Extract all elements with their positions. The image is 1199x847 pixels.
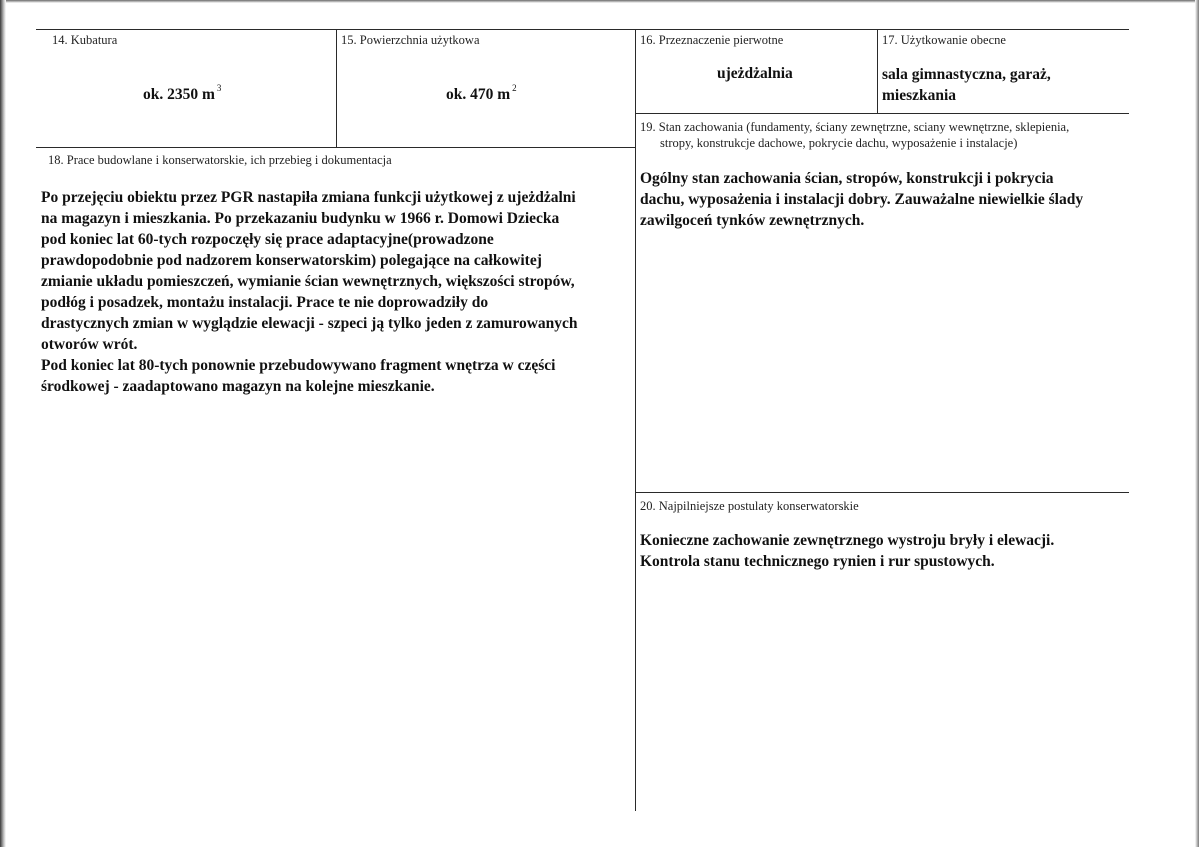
uzytkowanie-value — [882, 64, 1051, 106]
prace-line: na magazyn i mieszkania. Po przekazaniu budynku w 1966 r. Domowi Dziecka — [41, 210, 560, 227]
postulaty-line: Kontrola stanu technicznego rynien i rur spustowych. — [640, 553, 995, 570]
stan-zachowania-label-line: 19. Stan zachowania (fundamenty, ściany zewnętrzne, sciany wewnętrzne, sklepienia, — [640, 120, 1070, 134]
prace-line: zmianie układu pomieszczeń, wymianie ścian wewnętrznych, większości stropów, — [41, 273, 575, 290]
uzytkowanie-line: sala gimnastyczna, garaż, — [882, 66, 1051, 83]
kubatura-value — [143, 80, 221, 105]
prace-line: prawdopodobnie pod nadzorem konserwatorskim) polegające na całkowitej — [41, 252, 542, 269]
postulaty-label: 20. Najpilniejsze postulaty konserwatorskie — [640, 499, 859, 513]
kubatura-value-text: ok. 2350 m — [143, 86, 215, 104]
grid-line-below-16-17 — [636, 113, 1129, 114]
prace-line: otworów wrót. — [41, 336, 138, 353]
powierzchnia-label: 15. Powierzchnia użytkowa — [341, 33, 480, 47]
kubatura-label: 14. Kubatura — [52, 33, 118, 47]
prace-line: pod koniec lat 60-tych rozpoczęły się prace adaptacyjne(prowadzone — [41, 231, 494, 248]
stan-zachowania-label — [640, 119, 1069, 151]
kubatura-unit-exponent: 3 — [216, 83, 222, 93]
prace-line: Pod koniec lat 80-tych ponownie przebudowywano fragment wnętrza w części — [41, 357, 556, 374]
powierzchnia-value — [446, 80, 517, 105]
przeznaczenie-label: 16. Przeznaczenie pierwotne — [640, 33, 784, 47]
grid-line-above-20 — [636, 492, 1129, 493]
powierzchnia-value-text: ok. 470 m — [446, 86, 511, 104]
grid-vertical-14-15 — [336, 29, 337, 148]
postulaty-text — [640, 530, 1054, 572]
scan-edge-left — [0, 0, 6, 847]
grid-top-line — [36, 29, 1129, 30]
uzytkowanie-line: mieszkania — [882, 87, 957, 104]
grid-vertical-center — [635, 29, 636, 811]
prace-text — [41, 187, 578, 397]
przeznaczenie-value: ujeżdżalnia — [717, 65, 793, 82]
prace-line: podłóg i posadzek, montażu instalacji. Prace te nie doprowadziły do — [41, 294, 489, 311]
prace-line: środkowej - zaadaptowano magazyn na kolejne mieszkanie. — [41, 378, 435, 395]
stan-zachowania-line: dachu, wyposażenia i instalacji dobry. Zauważalne niewielkie ślady — [640, 191, 1084, 208]
postulaty-line: Konieczne zachowanie zewnętrznego wystroju bryły i elewacji. — [640, 532, 1055, 549]
stan-zachowania-label-line: stropy, konstrukcje dachowe, pokrycie dachu, wyposażenie i instalacje) — [660, 136, 1018, 150]
powierzchnia-unit-exponent: 2 — [512, 83, 517, 93]
prace-line: drastycznych zmian w wyglądzie elewacji - szpeci ją tylko jeden z zamurowanych — [41, 315, 578, 332]
scan-edge-top — [0, 0, 1199, 3]
prace-line: Po przejęciu obiektu przez PGR nastapiła zmiana funkcji użytkowej z ujeżdżalni — [41, 189, 576, 206]
stan-zachowania-line: zawilgoceń tynków zewnętrznych. — [640, 212, 865, 229]
stan-zachowania-text — [640, 168, 1083, 231]
stan-zachowania-line: Ogólny stan zachowania ścian, stropów, konstrukcji i pokrycia — [640, 170, 1054, 187]
uzytkowanie-label: 17. Użytkowanie obecne — [882, 33, 1006, 47]
grid-vertical-16-17 — [877, 29, 878, 114]
prace-label: 18. Prace budowlane i konserwatorskie, ich przebieg i dokumentacja — [48, 153, 392, 167]
scan-edge-right — [1195, 0, 1199, 847]
